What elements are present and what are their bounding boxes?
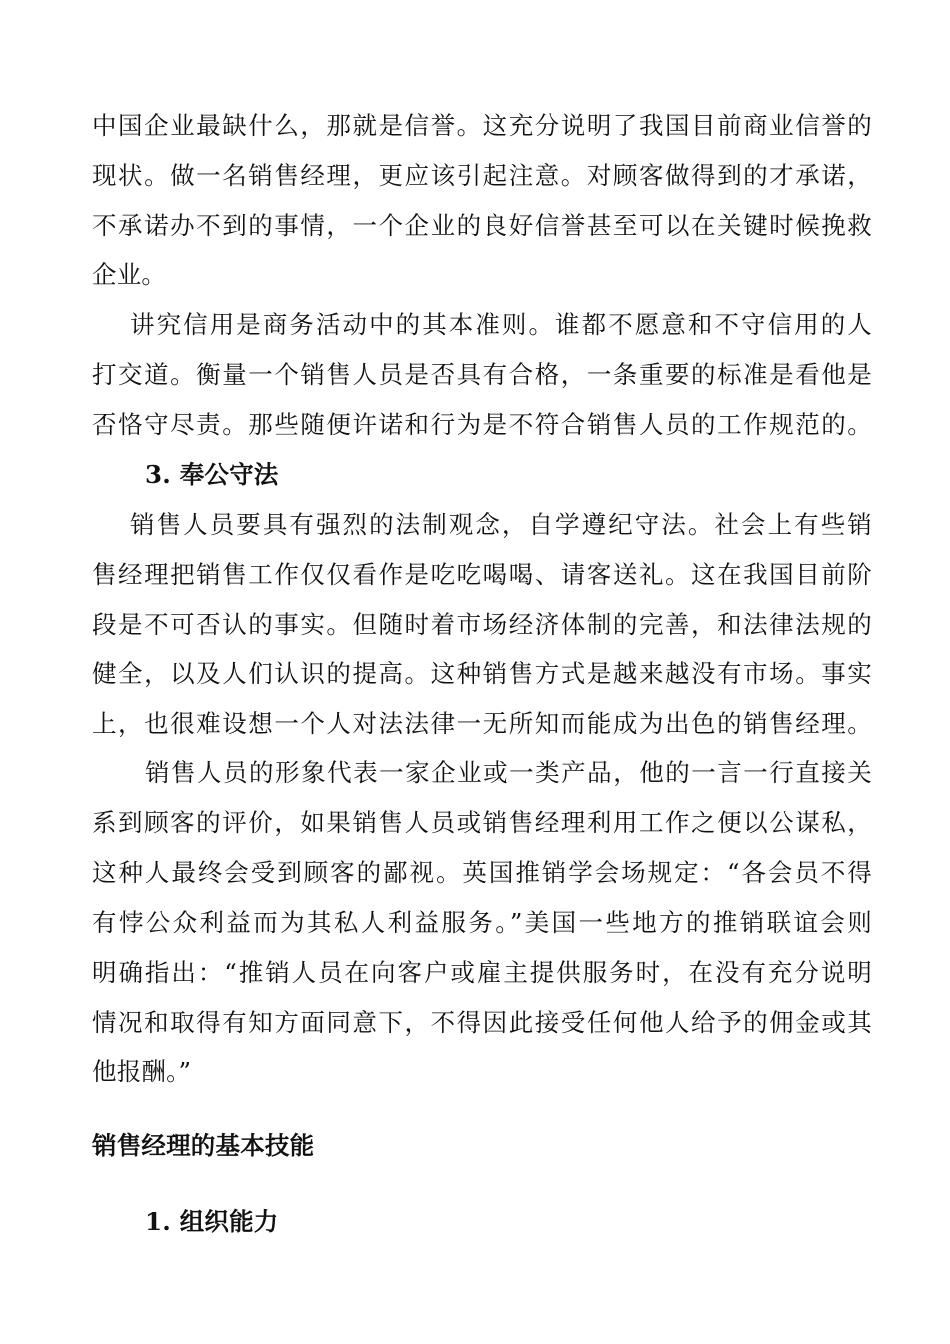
paragraph-line: 健全，以及人们认识的提高。这种销售方式是越来越没有市场。事实 (92, 659, 872, 688)
subsection-heading: 1. 组织能力 (145, 1207, 279, 1236)
paragraph-line: 否恪守尽责。那些随便许诺和行为是不符合销售人员的工作规范的。 (92, 410, 872, 439)
paragraph-line: 有悖公众利益而为其私人利益服务。”美国一些地方的推销联谊会则 (92, 908, 872, 937)
paragraph-line: 上，也很难设想一个人对法法律一无所知而能成为出色的销售经理。 (92, 709, 872, 738)
paragraph-line: 现状。做一名销售经理，更应该引起注意。对顾客做得到的才承诺， (92, 161, 872, 190)
paragraph-line: 明确指出：“推销人员在向客户或雇主提供服务时，在没有充分说明 (92, 958, 872, 987)
paragraph-line: 不承诺办不到的事情，一个企业的良好信誉甚至可以在关键时候挽救 (92, 211, 872, 240)
paragraph-line: 销售人员的形象代表一家企业或一类产品，他的一言一行直接关 (145, 758, 872, 787)
section-title: 销售经理的基本技能 (92, 1131, 315, 1160)
paragraph-line: 他报酬。” (92, 1057, 192, 1086)
paragraph-line: 销售人员要具有强烈的法制观念，自学遵纪守法。社会上有些销 (130, 510, 872, 539)
paragraph-line: 情况和取得有知方面同意下，不得因此接受任何他人给予的佣金或其 (92, 1008, 872, 1037)
paragraph-line: 系到顾客的评价，如果销售人员或销售经理利用工作之便以公谋私， (92, 808, 872, 837)
section-heading: 3. 奉公守法 (145, 460, 279, 489)
paragraph-line: 段是不可否认的事实。但随时着市场经济体制的完善，和法律法规的 (92, 610, 872, 639)
paragraph-line: 讲究信用是商务活动中的其本准则。谁都不愿意和不守信用的人 (130, 310, 872, 339)
paragraph-line: 这种人最终会受到顾客的鄙视。英国推销学会场规定：“各会员不得 (92, 858, 872, 887)
paragraph-line: 售经理把销售工作仅仅看作是吃吃喝喝、请客送礼。这在我国目前阶 (92, 560, 872, 589)
paragraph-line: 打交道。衡量一个销售人员是否具有合格，一条重要的标准是看他是 (92, 360, 872, 389)
paragraph-line: 企业。 (92, 260, 167, 289)
paragraph-line: 中国企业最缺什么，那就是信誉。这充分说明了我国目前商业信誉的 (92, 111, 872, 140)
